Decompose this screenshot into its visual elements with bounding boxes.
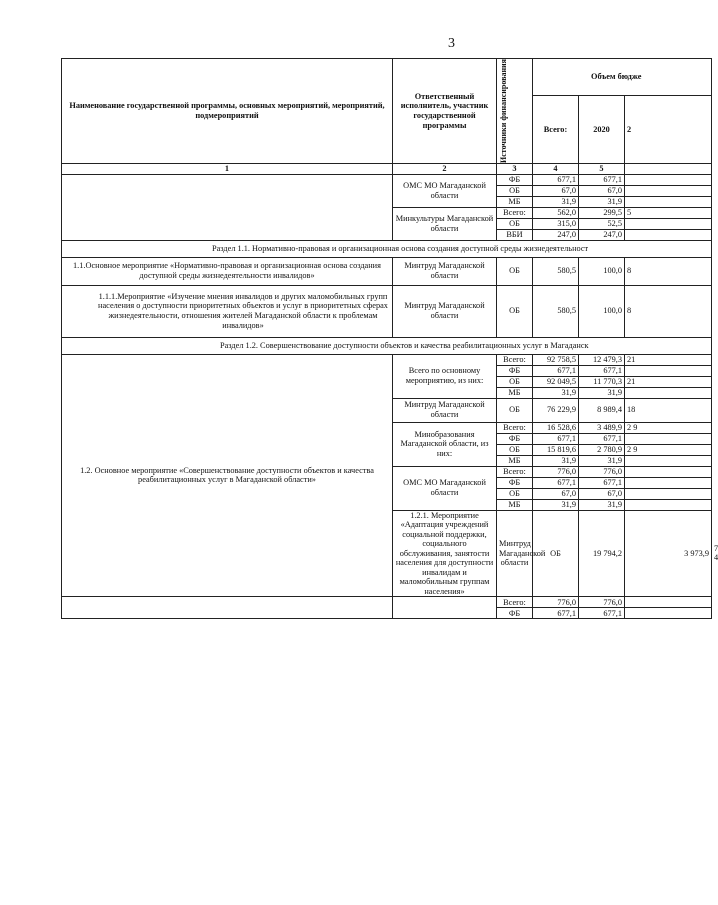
y2020-cell: 677,1 (579, 477, 625, 488)
y2020-cell: 776,0 (579, 466, 625, 477)
y2021-cell (625, 174, 712, 185)
y2021-cell: 5 (625, 207, 712, 218)
y2020-cell: 677,1 (579, 433, 625, 444)
total-cell: 31,9 (533, 387, 579, 398)
y2021-cell (625, 185, 712, 196)
responsible-mintrud: Минтруд Магаданской области (393, 398, 497, 422)
y2020-cell: 299,5 (579, 207, 625, 218)
responsible-mintrud: Минтруд Магаданской области (393, 257, 497, 285)
total-cell: 776,0 (533, 466, 579, 477)
source-cell: ФБ (497, 433, 533, 444)
source-cell: МБ (497, 499, 533, 510)
total-cell: 92 758,5 (533, 354, 579, 365)
y2021-cell: 2 9 (625, 422, 712, 433)
y2021-cell (625, 466, 712, 477)
source-cell: ОБ (497, 376, 533, 387)
col-number: 4 (533, 163, 579, 174)
total-cell: 67,0 (533, 488, 579, 499)
header-2021: 2 (625, 96, 712, 164)
y2021-cell (625, 387, 712, 398)
header-name: Наименование государственной программы, основных мероприятий, мероприятий, подмероприятий (62, 59, 393, 164)
y2021-cell (625, 488, 712, 499)
y2020-cell: 3 489,9 (579, 422, 625, 433)
y2021-cell: 18 (625, 398, 712, 422)
source-cell: ОБ (497, 444, 533, 455)
source-cell: ВБИ (497, 229, 533, 240)
y2021-cell (625, 608, 712, 619)
y2020-cell: 677,1 (579, 365, 625, 376)
y2020-cell: 52,5 (579, 218, 625, 229)
y2021-cell: 8 (625, 285, 712, 337)
source-cell: ФБ (497, 608, 533, 619)
budget-table: Наименование государственной программы, основных мероприятий, мероприятий, подмероприятий Ответственный исполнитель, участник государственной программы Источники финансирования Объем бюдже Всего: 2020 2 1 2 3 4 5 ОМС МО Магаданской области ФБ 677,1 677,1 ОБ 67,0 67,0 МБ 31,9 31,9 Минкультуры Магаданской области Всего: 562,0 299,5 5 ОБ 315,0 52,5 ВБИ 247,0 247,0 Раздел 1.1. Нормативно-правовая и организационная основа создания доступной среды жизнедеятельност 1.1.Основное мероприятие «Нормативно-правовая и организационная основа создания доступной среды жизнедеятельности инвалидов» Минтруд Магаданской области ОБ 580,5 100,0 8 1.1.1.Мероприятие «Изучение мнения инвалидов и других маломобильных групп населения о доступности приоритетных объектов и услуг в приоритетных сферах жизнедеятельности, отношения жителей Магаданской области к проблемам инвалидов» Минтруд Магаданской области ОБ 580,5 100,0 8 Раздел 1.2. Совершенствование доступности объектов и качества реабилитационных услуг в Магаданск 1.2. Основное мероприятие «Совершенствование доступности объектов и качества реабилитационных услуг в Магаданской области» Всего по основному мероприятию, из них: Всего: 92 758,5 12 479,3 21 ФБ 677,1 677,1 ОБ 92 049,5 11 770,3 21 МБ 31,9 31,9 Минтруд Магаданской области ОБ 76 229,9 8 989,4 18 Минобразования Магаданской области, из них: Всего: 16 528,6 3 489,9 2 9 ФБ 677,1 677,1 ОБ 15 819,6 2 780,9 2 9 МБ 31,9 31,9 ОМС МО Магаданской области Всего: 776,0 776,0 ФБ 677,1 677,1 ОБ 67,0 67,0 МБ 31,9 31,9 1.2.1. Мероприятие «Адаптация учреждений социальной поддержки, социального обслуживания, занятости населения для доступности инвалидам и маломобильным группам населения» Минтруд Магаданской области ОБ 19 794,2 3 973,9 7 4 Всего: 776,0 776,0 ФБ 677,1 677,1 (61, 58, 712, 619)
responsible-minkult: Минкультуры Магаданской области (393, 207, 497, 240)
col-number: 1 (62, 163, 393, 174)
header-2020: 2020 (579, 96, 625, 164)
source-cell: МБ (497, 387, 533, 398)
total-cell: 677,1 (533, 365, 579, 376)
source-cell: МБ (497, 455, 533, 466)
y2021-cell: 21 (625, 376, 712, 387)
responsible-mintrud: Минтруд Магаданской области (497, 510, 533, 597)
y2020-cell: 31,9 (579, 387, 625, 398)
y2020-cell: 677,1 (579, 608, 625, 619)
total-cell: 19 794,2 (579, 510, 625, 597)
total-cell: 92 049,5 (533, 376, 579, 387)
total-cell: 677,1 (533, 477, 579, 488)
header-total: Всего: (533, 96, 579, 164)
y2021-cell (625, 433, 712, 444)
total-cell: 31,9 (533, 455, 579, 466)
y2020-cell: 677,1 (579, 174, 625, 185)
responsible-oms: ОМС МО Магаданской области (393, 466, 497, 510)
y2020-cell: 100,0 (579, 257, 625, 285)
total-cell: 580,5 (533, 285, 579, 337)
source-cell: Всего: (497, 354, 533, 365)
budget-table-frame (61, 58, 718, 618)
y2020-cell: 12 479,3 (579, 354, 625, 365)
total-cell: 67,0 (533, 185, 579, 196)
source-cell: ФБ (497, 477, 533, 488)
y2021-cell: 8 (625, 257, 712, 285)
y2021-cell: 21 (625, 354, 712, 365)
responsible-mintrud: Минтруд Магаданской области (393, 285, 497, 337)
y2021-cell (625, 455, 712, 466)
section-heading-1-1: Раздел 1.1. Нормативно-правовая и организационная основа создания доступной среды жизнедеятельност (62, 240, 712, 257)
responsible-total: Всего по основному мероприятию, из них: (393, 354, 497, 398)
col-number: 5 (579, 163, 625, 174)
y2021-cell (625, 196, 712, 207)
total-cell: 677,1 (533, 433, 579, 444)
measure-name: 1.1.1.Мероприятие «Изучение мнения инвалидов и других маломобильных групп населения о доступности приоритетных объектов и услуг в приоритетных сферах жизнедеятельности, отношения жителей Магаданской области к проблемам инвалидов» (62, 285, 393, 337)
measure-name: 1.2. Основное мероприятие «Совершенствование доступности объектов и качества реабилитационных услуг в Магаданской области» (62, 354, 393, 597)
total-cell: 247,0 (533, 229, 579, 240)
y2020-cell: 3 973,9 (625, 510, 712, 597)
measure-name: 1.1.Основное мероприятие «Нормативно-правовая и организационная основа создания доступной среды жизнедеятельности инвалидов» (62, 257, 393, 285)
source-cell: ОБ (497, 488, 533, 499)
y2020-cell: 2 780,9 (579, 444, 625, 455)
header-source: Источники финансирования (499, 59, 508, 163)
total-cell: 562,0 (533, 207, 579, 218)
page-number: 3 (448, 36, 455, 51)
y2020-cell: 11 770,3 (579, 376, 625, 387)
y2021-cell (625, 499, 712, 510)
source-cell: Всего: (497, 597, 533, 608)
responsible-minobr: Минобразования Магаданской области, из них: (393, 422, 497, 466)
total-cell: 315,0 (533, 218, 579, 229)
y2021-cell: 2 9 (625, 444, 712, 455)
total-cell: 677,1 (533, 174, 579, 185)
source-cell: ОБ (533, 510, 579, 597)
col-number: 3 (497, 163, 533, 174)
y2021-cell (625, 218, 712, 229)
y2020-cell: 31,9 (579, 499, 625, 510)
section-heading-1-2: Раздел 1.2. Совершенствование доступности объектов и качества реабилитационных услуг в Магаданск (62, 337, 712, 354)
total-cell: 76 229,9 (533, 398, 579, 422)
total-cell: 15 819,6 (533, 444, 579, 455)
total-cell: 776,0 (533, 597, 579, 608)
y2020-cell: 776,0 (579, 597, 625, 608)
total-cell: 16 528,6 (533, 422, 579, 433)
header-volume: Объем бюдже (533, 59, 712, 96)
y2020-cell: 247,0 (579, 229, 625, 240)
source-cell: МБ (497, 196, 533, 207)
source-cell: ОБ (497, 398, 533, 422)
source-cell: ОБ (497, 285, 533, 337)
total-cell: 677,1 (533, 608, 579, 619)
y2020-cell: 31,9 (579, 196, 625, 207)
y2020-cell: 67,0 (579, 488, 625, 499)
col-number: 2 (393, 163, 497, 174)
measure-name: 1.2.1. Мероприятие «Адаптация учреждений социальной поддержки, социального обслуживания, занятости населения для доступности инвалидам и маломобильным группам населения» (393, 510, 497, 597)
source-cell: Всего: (497, 207, 533, 218)
header-responsible: Ответственный исполнитель, участник государственной программы (393, 59, 497, 164)
source-cell: ОБ (497, 185, 533, 196)
source-cell: ФБ (497, 174, 533, 185)
total-cell: 580,5 (533, 257, 579, 285)
total-cell: 31,9 (533, 499, 579, 510)
y2021-cell (625, 229, 712, 240)
y2021-cell (625, 365, 712, 376)
y2020-cell: 8 989,4 (579, 398, 625, 422)
responsible-oms: ОМС МО Магаданской области (393, 174, 497, 207)
source-cell: Всего: (497, 466, 533, 477)
source-cell: ОБ (497, 257, 533, 285)
y2020-cell: 100,0 (579, 285, 625, 337)
y2021-cell (625, 477, 712, 488)
y2020-cell: 31,9 (579, 455, 625, 466)
source-cell: Всего: (497, 422, 533, 433)
y2020-cell: 67,0 (579, 185, 625, 196)
source-cell: ФБ (497, 365, 533, 376)
total-cell: 31,9 (533, 196, 579, 207)
source-cell: ОБ (497, 218, 533, 229)
y2021-cell (625, 597, 712, 608)
